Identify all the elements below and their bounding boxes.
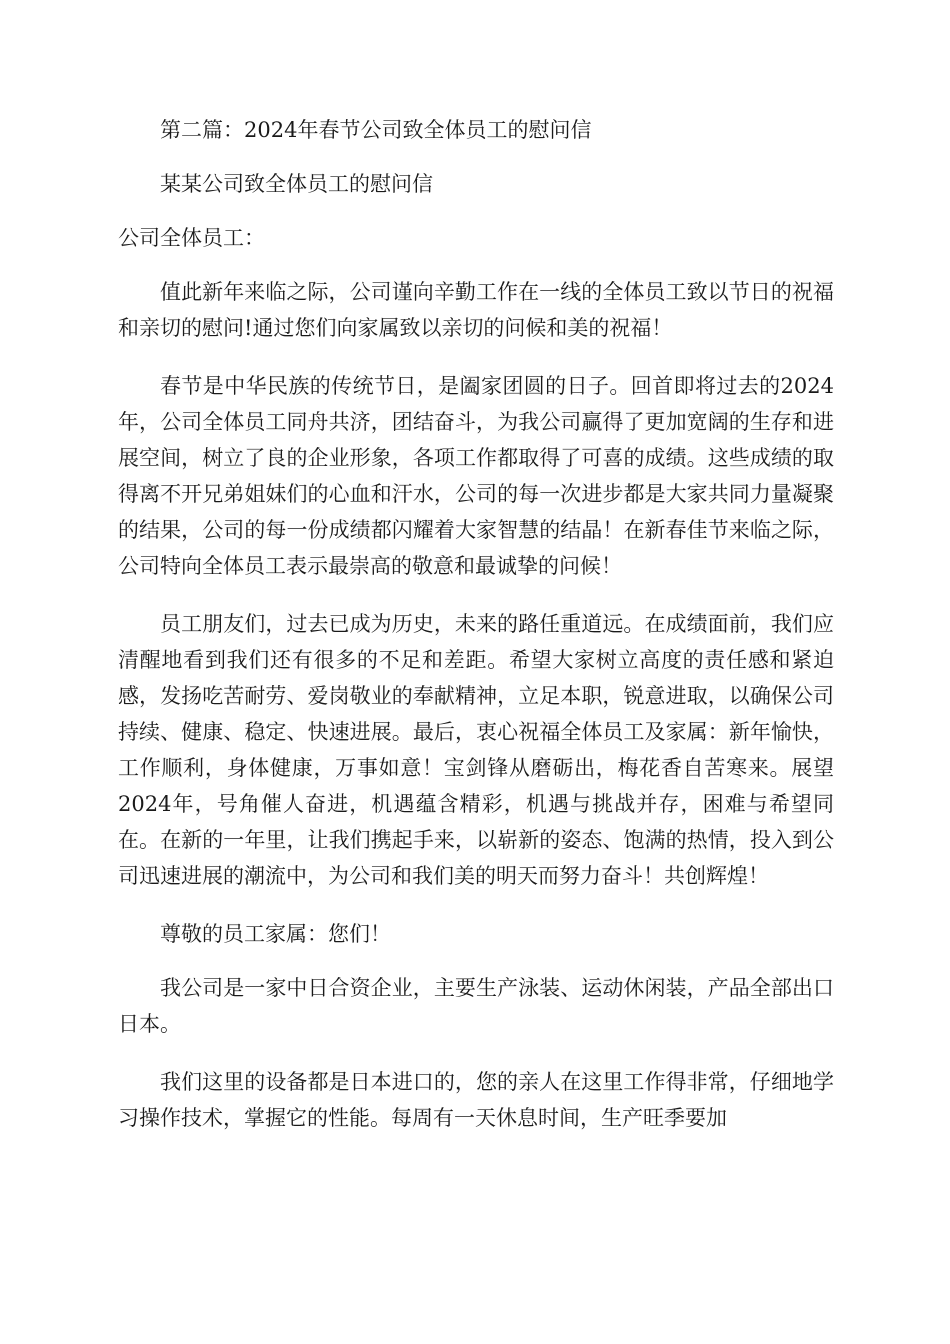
letter-body — [118, 112, 834, 1136]
paragraph-outlook: 员工朋友们，过去已成为历史，未来的路任重道远。在成绩面前，我们应清醒地看到我们还有很多的不足和差距。希望大家树立高度的责任感和紧迫感，发扬吃苦耐劳、爱岗敬业的奉献精神，立足本职，锐意进取，以确保公司持续、健康、稳定、快速进展。最后，衷心祝福全体员工及家属：新年愉快，工作顺利，身体健康，万事如意！宝剑锋从磨砺出，梅花香自苦寒来。展望2024年，号角催人奋进，机遇蕴含精彩，机遇与挑战并存，困难与希望同在。在新的一年里，让我们携起手来，以崭新的姿态、饱满的热情，投入到公司迅速进展的潮流中，为公司和我们美的明天而努力奋斗！共创辉煌！ — [118, 612, 834, 888]
paragraph-greeting: 值此新年来临之际，公司谨向辛勤工作在一线的全体员工致以节日的祝福和亲切的慰问!通过您们向家属致以亲切的问候和美的祝福！ — [118, 280, 834, 340]
paragraph-review: 春节是中华民族的传统节日，是阖家团圆的日子。回首即将过去的2024年，公司全体员工同舟共济，团结奋斗，为我公司赢得了更加宽阔的生存和进展空间，树立了良的企业形象，各项工作都取得了可喜的成绩。这些成绩的取得离不开兄弟姐妹们的心血和汗水，公司的每一次进步都是大家共同力量凝聚的结果，公司的每一份成绩都闪耀着大家智慧的结晶！在新春佳节来临之际，公司特向全体员工表示最崇高的敬意和最诚挚的问候！ — [118, 374, 834, 578]
family-salutation: 尊敬的员工家属：您们！ — [160, 922, 391, 946]
letter-title: 某某公司致全体员工的慰问信 — [160, 172, 433, 196]
paragraph-work-conditions: 我们这里的设备都是日本进口的，您的亲人在这里工作得非常，仔细地学习操作技术，掌握它的性能。每周有一天休息时间，生产旺季要加 — [118, 1070, 834, 1130]
salutation: 公司全体员工： — [118, 226, 265, 250]
paragraph-company-intro: 我公司是一家中日合资企业，主要生产泳装、运动休闲装，产品全部出口日本。 — [118, 976, 834, 1036]
document-heading: 第二篇：2024年春节公司致全体员工的慰问信 — [160, 118, 592, 142]
